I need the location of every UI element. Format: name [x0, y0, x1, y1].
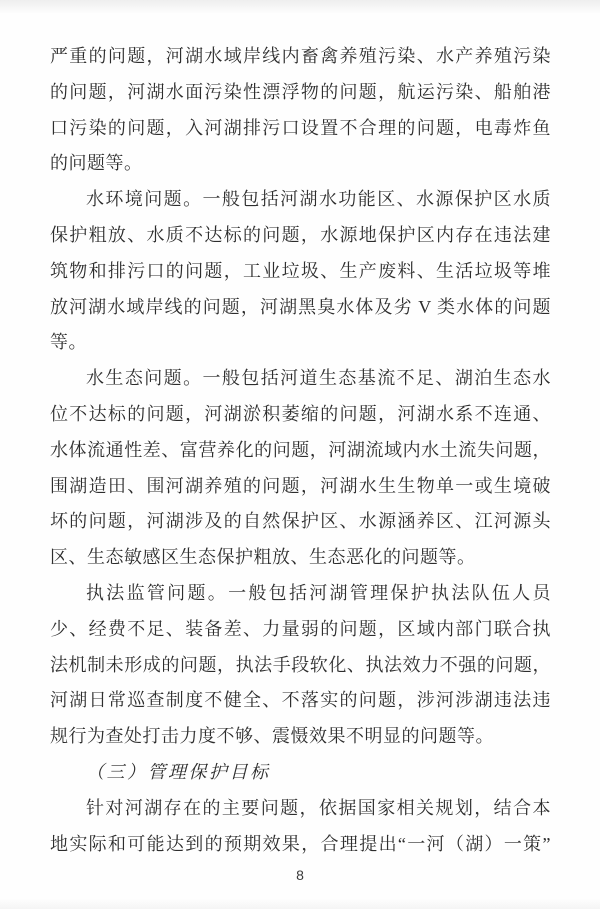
text-line: 筑物和排污口的问题，工业垃圾、生产废料、生活垃圾等堆: [50, 260, 551, 281]
text-line: 法机制未形成的问题，执法手段软化、执法效力不强的问题，: [50, 654, 551, 675]
text-line: 针对河湖存在的主要问题，依据国家相关规划，结合本: [86, 797, 551, 818]
text-line: 保护粗放、水质不达标的问题，水源地保护区内存在违法建: [50, 224, 551, 245]
text-line: 水体流通性差、富营养化的问题，河湖流域内水土流失问题，: [50, 439, 551, 460]
section-heading: （三）管理保护目标: [86, 761, 271, 782]
text-line: 河湖日常巡查制度不健全、不落实的问题，涉河涉湖违法违: [50, 690, 551, 711]
text-line: 少、经费不足、装备差、力量弱的问题，区域内部门联合执: [50, 618, 551, 639]
text-line: 位不达标的问题，河湖淤积萎缩的问题，河湖水系不连通、: [50, 403, 551, 424]
document-text: [50, 39, 551, 862]
text-line: 严重的问题，河湖水域岸线内畜禽养殖污染、水产养殖污染: [50, 46, 551, 66]
text-line: 坏的问题，河湖涉及的自然保护区、水源涵养区、江河源头: [50, 511, 551, 532]
text-line: 区、生态敏感区生态保护粗放、生态恶化的问题等。: [50, 547, 476, 568]
text-line: 的问题等。: [50, 153, 143, 174]
text-line: 水生态问题。一般包括河道生态基流不足、湖泊生态水: [86, 368, 551, 389]
text-line: 水环境问题。一般包括河湖水功能区、水源保护区水质: [86, 189, 551, 210]
text-line: 放河湖水域岸线的问题，河湖黑臭水体及劣 V 类水体的问题: [50, 296, 551, 317]
text-line: 等。: [50, 332, 87, 353]
text-line: 执法监管问题。一般包括河湖管理保护执法队伍人员: [86, 582, 551, 603]
text-line: 围湖造田、围河湖养殖的问题，河湖水生生物单一或生境破: [50, 475, 551, 496]
text-line: 地实际和可能达到的预期效果，合理提出“一河（湖）一策”: [50, 833, 551, 854]
text-line: 口污染的问题，入河湖排污口设置不合理的问题，电毒炸鱼: [50, 117, 551, 138]
text-line: 规行为查处打击力度不够、震慑效果不明显的问题等。: [50, 726, 494, 747]
page-number: 8: [296, 867, 304, 883]
text-line: 的问题，河湖水面污染性漂浮物的问题，航运污染、船舶港: [50, 81, 551, 102]
